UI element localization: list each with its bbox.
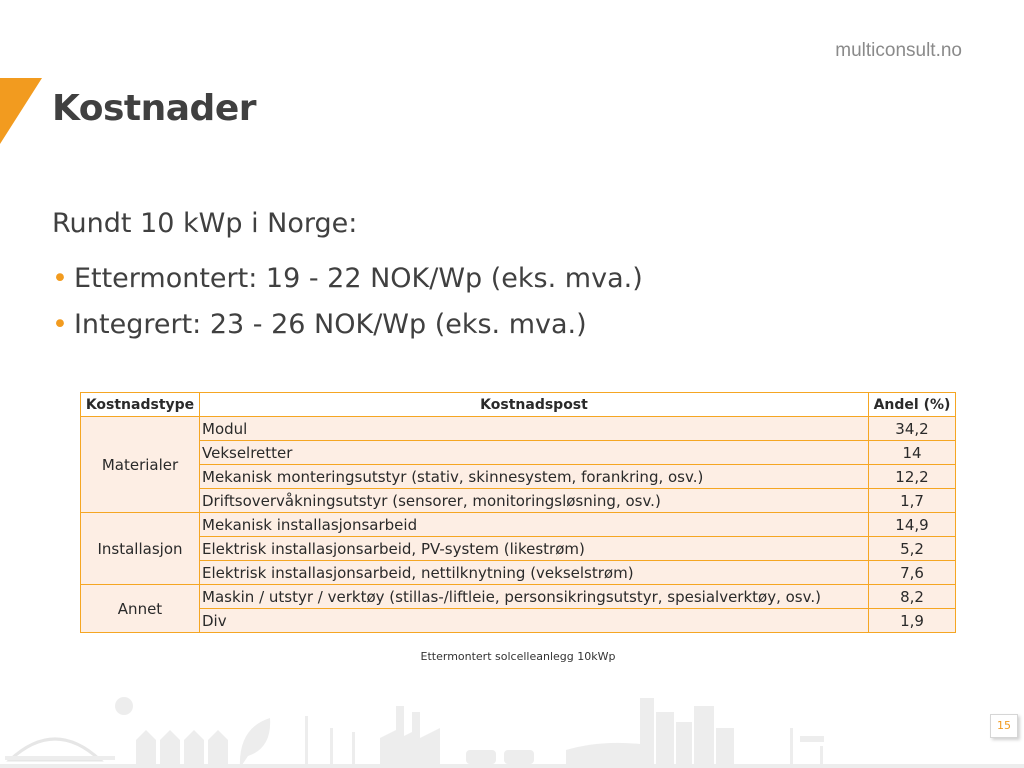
table-header-row [81, 393, 956, 417]
header-kostnadstype: Kostnadstype [81, 393, 200, 417]
cost-table [80, 392, 956, 633]
share-cell: 1,7 [869, 489, 956, 513]
share-cell: 14 [869, 441, 956, 465]
share-cell: 5,2 [869, 537, 956, 561]
orange-triangle-icon [0, 78, 42, 144]
group-cell: Materialer [81, 417, 200, 513]
bullet-item [52, 256, 643, 302]
table-row [81, 489, 956, 513]
bullet-dot-icon: • [52, 263, 68, 294]
bullet-text: Integrert: 23 - 26 NOK/Wp (eks. mva.) [73, 309, 587, 340]
post-cell: Elektrisk installasjonsarbeid, PV-system (likestrøm) [200, 537, 869, 561]
table-row [81, 609, 956, 633]
post-cell: Mekanisk installasjonsarbeid [200, 513, 869, 537]
bullet-dot-icon: • [52, 309, 68, 340]
city-skyline-icon [0, 688, 1024, 768]
group-cell: Annet [81, 585, 200, 633]
header-kostnadspost: Kostnadspost [200, 393, 869, 417]
brand-url: multiconsult.no [835, 40, 962, 61]
page-title: Kostnader [52, 88, 256, 129]
share-cell: 34,2 [869, 417, 956, 441]
header-andel: Andel (%) [869, 393, 956, 417]
post-cell: Vekselretter [200, 441, 869, 465]
post-cell: Driftsovervåkningsutstyr (sensorer, monitoringsløsning, osv.) [200, 489, 869, 513]
bullet-text: Ettermontert: 19 - 22 NOK/Wp (eks. mva.) [73, 263, 643, 294]
bullet-item [52, 302, 643, 348]
share-cell: 7,6 [869, 561, 956, 585]
table-row [81, 513, 956, 537]
post-cell: Elektrisk installasjonsarbeid, nettilknytning (vekselstrøm) [200, 561, 869, 585]
post-cell: Mekanisk monteringsutstyr (stativ, skinnesystem, forankring, osv.) [200, 465, 869, 489]
table-row [81, 417, 956, 441]
group-cell: Installasjon [81, 513, 200, 585]
post-cell: Modul [200, 417, 869, 441]
table-row [81, 537, 956, 561]
share-cell: 1,9 [869, 609, 956, 633]
table-row [81, 441, 956, 465]
share-cell: 14,9 [869, 513, 956, 537]
post-cell: Maskin / utstyr / verktøy (stillas-/liftleie, personsikringsutstyr, spesialverktøy, osv.) [200, 585, 869, 609]
table-row [81, 561, 956, 585]
share-cell: 12,2 [869, 465, 956, 489]
share-cell: 8,2 [869, 585, 956, 609]
intro-text: Rundt 10 kWp i Norge: [52, 208, 358, 239]
table-caption: Ettermontert solcelleanlegg 10kWp [420, 650, 616, 663]
table-row [81, 585, 956, 609]
page-number: 15 [990, 714, 1018, 738]
post-cell: Div [200, 609, 869, 633]
table-row [81, 465, 956, 489]
bullet-list [52, 256, 643, 348]
